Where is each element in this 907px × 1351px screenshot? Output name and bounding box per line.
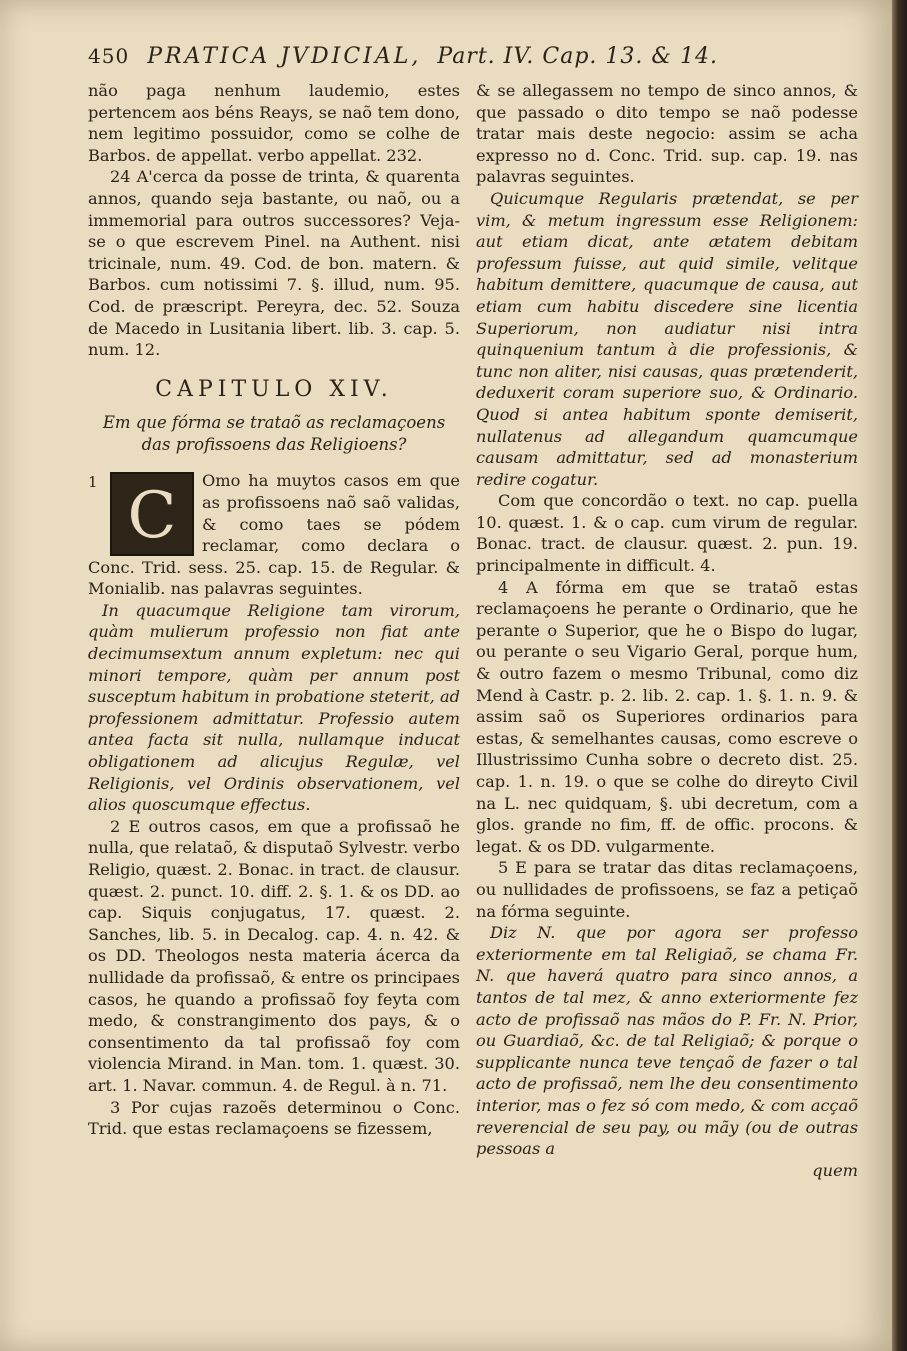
page-number: 450 — [88, 44, 130, 68]
chapter-heading: CAPITULO XIV. — [155, 376, 393, 402]
paragraph: Com que concordão o text. no cap. puella 10. quæst. 1. & o cap. cum virum de regular. Bonac. tract. de clausur. quæst. 2. pun. 19. principalmente in difficult. 4. — [476, 491, 858, 576]
latin-quotation: In quacumque Religione tam virorum, quàm mulierum professio non fiat ante decimumsextum annum expletum: nec qui minori tempore, quàm per annum post susceptum habitum in probatione steterit, ad professionem admittatur. Professio autem antea facta sit nulla, nullamque inducat obligationem ad alicujus Regulæ, vel Religionis, vel Ordinis observationem, vel alios quoscumque effectus. — [88, 600, 460, 815]
latin-quotation: Quicumque Regularis prætendat, se per vim, & metum ingressum esse Religionem: aut etiam dicat, ante ætatem debitam professum fuisse, aut quid simile, velitque habitum demittere, quacumque de causa, aut etiam cum habitu discedere sine licentia Superiorum, non audiatur nisi intra quinquenium tantum à die professionis, & tunc non aliter, nisi causas, quas prætenderit, deduxerit coram superiore suo, & Ordinario. Quod si antea habitum sponte demiserit, nullatenus ad allegandum quamcumque causam admittatur, sed ad monasterium redire cogatur. — [476, 188, 858, 489]
paragraph: & se allegassem no tempo de sinco annos, & que passado o dito tempo se naõ podesse tratar mais deste negocio: assim se acha expresso no d. Conc. Trid. sup. cap. 19. nas palavras seguintes. — [476, 81, 858, 187]
paragraph: Omo ha muytos casos em que as profissoens naõ saõ validas, & como taes se pódem reclamar, como declara o Conc. Trid. sess. 25. cap. 15. de Regular. & Monialib. nas palavras seguintes. — [88, 471, 460, 599]
catchword: quem — [812, 1160, 858, 1180]
opening-paragraph — [88, 470, 460, 600]
paragraph-number: 1 — [88, 473, 98, 492]
chapter-subtitle: Em que fórma se trataõ as reclamaçoens das profissoens das Religioens? — [102, 413, 446, 455]
part-chapter-ref: Part. IV. Cap. 13. & 14. — [437, 44, 718, 69]
paragraph: não paga nenhum laudemio, estes pertencem aos béns Reays, se naõ tem dono, nem legitimo possuidor, como se colhe de Barbos. de appellat. verbo appellat. 232. — [88, 81, 460, 165]
paragraph: 24 A'cerca da posse de trinta, & quarenta annos, quando seja bastante, ou naõ, ou a immemorial para outros successores? Veja-se o que escrevem Pinel. na Authent. nisi tricinale, num. 49. Cod. de bon. matern. & Barbos. cum notissimi 7. §. illud, num. 95. Cod. de præscript. Pereyra, dec. 52. Souza de Macedo in Lusitania libert. lib. 3. cap. 5. num. 12. — [88, 167, 460, 360]
left-column — [88, 80, 460, 1140]
petition-text: Diz N. que por agora ser professo exteriormente em tal Religiaõ, se chama Fr. N. que haverá quatro para sinco annos, a tantos de tal mez, & anno exteriormente fez acto de profissaõ nas mãos do P. Fr. N. Prior, ou Guardiaõ, &c. de tal Religiaõ; & porque o supplicante nunca teve tençaõ de fazer o tal acto de profissaõ, nem lhe deu consentimento interior, mas o fez só com medo, & com acçaõ reverencial de seu pay, ou mãy (ou de outras pessoas a — [476, 923, 858, 1159]
paragraph: 2 E outros casos, em que a profissaõ he nulla, que relataõ, & disputaõ Sylvestr. verbo Religio, quæst. 2. Bonac. in tract. de clausur. quæst. 2. punct. 10. diff. 2. §. 1. & os DD. ao cap. Siquis conjugatus, 17. quæst. 2. Sanches, lib. 5. in Decalog. cap. 4. n. 42. & os DD. Theologos nesta materia ácerca da nullidade da profissaõ, & entre os principaes casos, he quando a profissaõ foy feyta com medo, & constrangimento dos pays, & o consentimento da tal profissaõ foy com violencia Mirand. in Man. tom. 1. quæst. 30. art. 1. Navar. commun. 4. de Regul. à n. 71. — [88, 816, 461, 1095]
running-header — [88, 44, 848, 69]
running-title: PRATICA JVDICIAL, — [147, 44, 422, 69]
right-column — [476, 80, 858, 1181]
book-edge — [892, 0, 907, 1351]
paragraph: 5 E para se tratar das ditas reclamaçoens, ou nullidades de profissoens, se faz a petiçaõ na fórma seguinte. — [476, 858, 858, 921]
ornamental-initial: C — [110, 472, 194, 556]
paragraph: 3 Por cujas razoẽs determinou o Conc. Trid. que estas reclamaçoens se fizessem, — [88, 1097, 460, 1139]
paragraph: 4 A fórma em que se trataõ estas reclamaçoens he perante o Ordinario, que he perante o Superior, que he o Bispo do lugar, ou perante o seu Vigario Geral, porque hum, & outro fazem o mesmo Tribunal, como diz Mend à Castr. p. 2. lib. 2. cap. 1. §. 1. n. 9. & assim saõ os Superiores ordinarios para estas, & semelhantes causas, como escreve o Illustrissimo Cunha sobre o decreto dist. 25. cap. 1. n. 19. o que se colhe do direyto Civil na L. nec quidquam, §. ubi decretum, com a glos. grande no fim, ff. de offic. procons. & legat. & os DD. vulgarmente. — [476, 577, 858, 856]
